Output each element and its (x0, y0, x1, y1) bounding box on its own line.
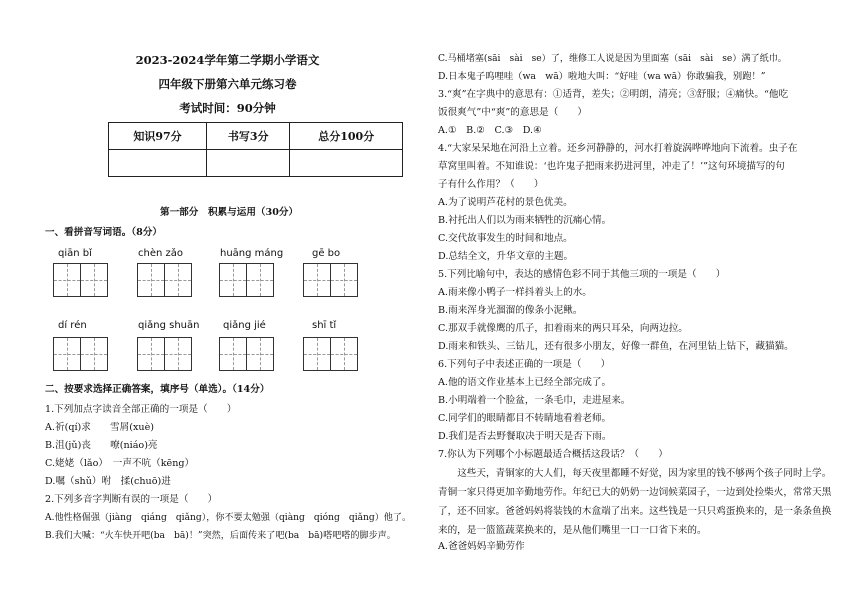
question-4-cont: 草窝里叫着。不知谁说：‘也许鬼子把雨来扔进河里，冲走了！’”这句环境描写的句 (438, 161, 785, 172)
option-5b: B.雨来浑身光溜溜的像条小泥鳅。 (438, 305, 583, 316)
pinyin-label: qiǎng shuān (138, 320, 200, 331)
option-2d: D.日本鬼子呜哩哇（wa wā）啦地大叫：“好哇（wa wā）你敢骗我，别跑！” (438, 71, 766, 82)
option-1a: A.祈(qí)求 雪屑(xuè) (45, 422, 154, 433)
option-4c: C.交代故事发生的时间和地点。 (438, 233, 573, 244)
option-1b: B.沮(jǔ)丧 嘹(niáo)亮 (45, 440, 158, 451)
option-2a: A.他性格倔强（jiàng qiáng qiǎng），你不要太勉强（qiàng qióng qiǎng）他了。 (45, 513, 412, 523)
option-5a: A.雨来像小鸭子一样抖着头上的水。 (438, 287, 592, 298)
option-2c: C.马桶堵塞(sāi sài se）了，维修工人说是因为里面塞（sāi sài se）满了纸巾。 (438, 54, 787, 64)
options-3: A.① B.② C.③ D.④ (438, 125, 542, 136)
section2-title: 二、按要求选择正确答案，填序号（单选）。（14分） (45, 384, 270, 395)
pinyin-label: shī tǐ (312, 320, 337, 331)
pinyin-label: gē bo (312, 248, 341, 259)
score-header-knowledge: 知识97分 (109, 123, 207, 150)
pinyin-label: chèn zǎo (138, 248, 183, 259)
exam-title: 2023-2024学年第二学期小学语文 (135, 53, 320, 67)
option-2b: B.我们大喊：“火车快开吧(ba bā)！”突然，后面传来了吧(ba bā)嗒吧嗒的脚步声。 (45, 531, 396, 541)
option-4d: D.总结全文，升华文章的主题。 (438, 251, 574, 262)
score-header-total: 总分100分 (290, 123, 403, 150)
option-6a: A.他的语文作业基本上已经全部完成了。 (438, 377, 612, 388)
exam-subtitle: 四年级下册第六单元练习卷 (158, 77, 297, 91)
option-1c: C.姥姥（lǎo） 一声不吭（kēng） (45, 458, 195, 469)
question-1: 1.下列加点字读音全部正确的一项是（ ） (45, 404, 237, 415)
pinyin-label: huāng máng (220, 248, 284, 259)
option-4a: A.为了说明芦花村的景色优美。 (438, 197, 573, 208)
score-cell-total[interactable] (290, 150, 403, 177)
writing-grid[interactable] (220, 263, 274, 297)
option-6d: D.我们是否去野餐取决于明天是否下雨。 (438, 431, 612, 442)
writing-grid[interactable] (54, 337, 108, 371)
question-6: 6.下列句子中表述正确的一项是（ ） (438, 359, 611, 370)
score-cell-writing[interactable] (207, 150, 290, 177)
writing-grid[interactable] (220, 337, 274, 371)
pinyin-label: qiān bǐ (58, 248, 92, 259)
question-3-cont: 饭很爽气”中“爽”的意思是（ ） (438, 107, 588, 118)
pinyin-label: dí rén (58, 320, 87, 331)
option-7a: A.爸爸妈妈辛勤劳作 (438, 541, 525, 552)
option-5c: C.那双手就像鹰的爪子，扣着雨来的两只耳朵，向两边拉。 (438, 323, 688, 334)
pinyin-label: qiǎng jié (223, 320, 266, 331)
question-4: 4.“大家呆呆地在河沿上立着。还乡河静静的，河水打着旋涡哗哗地向下流着。虫子在 (438, 143, 798, 154)
exam-time: 考试时间：90分钟 (179, 101, 276, 115)
section1-title: 一、看拼音写词语。（8分） (45, 227, 162, 238)
option-5d: D.雨来和铁头、三钻儿，还有很多小朋友，好像一群鱼，在河里钻上钻下，藏猫猫。 (438, 341, 794, 352)
writing-grid[interactable] (304, 337, 358, 371)
question-7: 7.你认为下列哪个小标题最适合概括这段话？（ ） (438, 449, 668, 460)
score-cell-knowledge[interactable] (109, 150, 207, 177)
option-4b: B.衬托出人们以为雨来牺牲的沉痛心情。 (438, 215, 612, 226)
question-4-cont2: 子有什么作用？（ ） (438, 179, 544, 190)
score-table (108, 122, 403, 177)
writing-grid[interactable] (304, 263, 358, 297)
writing-grid[interactable] (138, 263, 192, 297)
part1-title: 第一部分 积累与运用（30分） (160, 207, 299, 218)
writing-grid[interactable] (138, 337, 192, 371)
writing-grid[interactable] (54, 263, 108, 297)
score-header-writing: 书写3分 (207, 123, 290, 150)
question-2: 2.下列多音字判断有误的一项是（ ） (45, 494, 218, 505)
option-6b: B.小明端着一个脸盆，一条毛巾，走进屋来。 (438, 395, 631, 406)
question-3: 3.“爽”在字典中的意思有：①适背，差失；②明朗，清亮；③舒服；④痛快。“他吃 (438, 89, 789, 100)
reading-passage: 这些天，青铜家的大人们，每天夜里都睡不好觉，因为家里的钱不够两个孩子同时上学。青铜一家只得更加辛勤地劳作。年纪已大的奶奶一边饲候菜园子，一边到处捡柴火，常常天黑了，还不回家。爸爸妈妈将装钱的木盒端了出来。这些钱是一只只鸡蛋换来的，是一条条鱼换来的，是一篮篮蔬菜换来的，是从他们嘴里一口一口省下来的。 (438, 468, 832, 536)
option-1d: D.嘱（shǔ）咐 揉(chuō)进 (45, 476, 171, 487)
question-5: 5.下列比喻句中，表达的感情色彩不同于其他三项的一项是（ ） (438, 269, 726, 280)
option-6c: C.同学们的眼睛都目不转睛地看着老师。 (438, 413, 612, 424)
